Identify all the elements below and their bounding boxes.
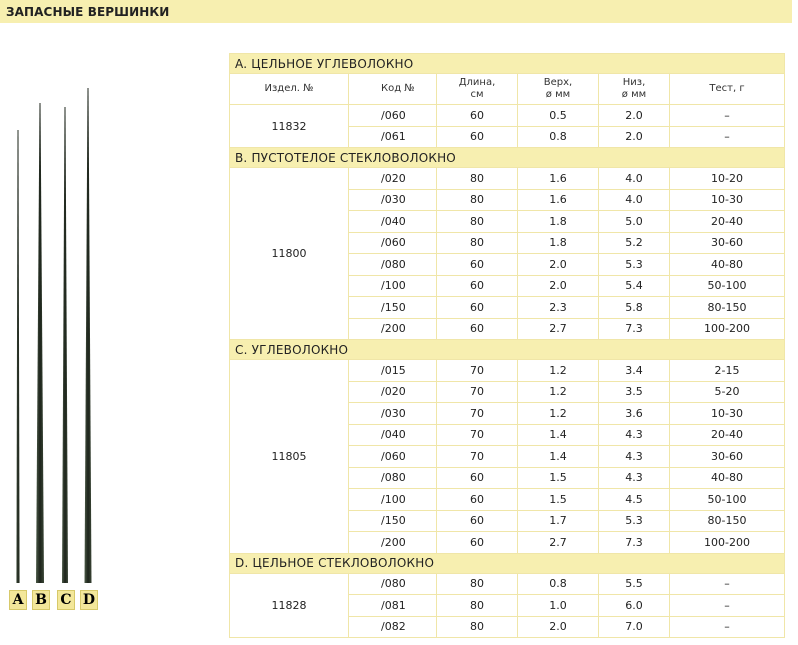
top-diameter-cell: 2.7 — [518, 532, 599, 554]
code-cell: /080 — [349, 467, 437, 489]
bottom-diameter-cell: 6.0 — [599, 595, 670, 617]
header-top-diameter — [518, 74, 599, 105]
section-title: B. ПУСТОТЕЛОЕ СТЕКЛОВОЛОКНО — [230, 148, 785, 168]
bottom-diameter-cell: 7.0 — [599, 616, 670, 638]
length-cell: 80 — [437, 595, 518, 617]
top-diameter-cell: 1.5 — [518, 489, 599, 511]
test-cell: 10-20 — [670, 168, 785, 190]
section-title: D. ЦЕЛЬНОЕ СТЕКЛОВОЛОКНО — [230, 553, 785, 573]
code-cell: /060 — [349, 446, 437, 468]
page-header-bar — [0, 0, 792, 23]
bottom-diameter-cell: 5.5 — [599, 573, 670, 595]
test-cell: 50-100 — [670, 275, 785, 297]
code-cell: /080 — [349, 254, 437, 276]
table-row — [230, 105, 785, 127]
header-top-diameter-unit: ø мм — [545, 89, 571, 100]
header-test: Тест, г — [670, 74, 785, 105]
test-cell: 40-80 — [670, 254, 785, 276]
top-diameter-cell: 0.8 — [518, 573, 599, 595]
bottom-diameter-cell: 7.3 — [599, 532, 670, 554]
table-row — [230, 573, 785, 595]
top-diameter-cell: 2.0 — [518, 275, 599, 297]
bottom-diameter-cell: 2.0 — [599, 126, 670, 148]
test-cell: 10-30 — [670, 403, 785, 425]
bottom-diameter-cell: 4.3 — [599, 424, 670, 446]
page-title: ЗАПАСНЫЕ ВЕРШИНКИ — [6, 5, 170, 19]
test-cell: – — [670, 595, 785, 617]
item-number: 11828 — [230, 573, 349, 638]
code-cell: /020 — [349, 168, 437, 190]
bottom-diameter-cell: 5.4 — [599, 275, 670, 297]
test-cell: 30-60 — [670, 232, 785, 254]
rod-label-d: D — [80, 590, 98, 610]
rod-label-a: A — [9, 590, 27, 610]
length-cell: 70 — [437, 424, 518, 446]
top-diameter-cell: 1.2 — [518, 381, 599, 403]
bottom-diameter-cell: 5.8 — [599, 297, 670, 319]
section-title: C. УГЛЕВОЛОКНО — [230, 340, 785, 360]
code-cell: /060 — [349, 232, 437, 254]
bottom-diameter-cell: 2.0 — [599, 105, 670, 127]
test-cell: 5-20 — [670, 381, 785, 403]
length-cell: 60 — [437, 126, 518, 148]
section-header — [230, 148, 785, 168]
code-cell: /060 — [349, 105, 437, 127]
test-cell: 20-40 — [670, 211, 785, 233]
code-cell: /040 — [349, 211, 437, 233]
top-diameter-cell: 0.5 — [518, 105, 599, 127]
length-cell: 80 — [437, 189, 518, 211]
top-diameter-cell: 1.8 — [518, 211, 599, 233]
code-cell: /100 — [349, 489, 437, 511]
code-cell: /080 — [349, 573, 437, 595]
top-diameter-cell: 2.0 — [518, 254, 599, 276]
length-cell: 70 — [437, 360, 518, 382]
length-cell: 60 — [437, 105, 518, 127]
rod-label-b: B — [32, 590, 50, 610]
header-length-unit: см — [470, 89, 484, 100]
rod-d — [85, 88, 92, 583]
length-cell: 60 — [437, 532, 518, 554]
test-cell: – — [670, 126, 785, 148]
bottom-diameter-cell: 4.5 — [599, 489, 670, 511]
length-cell: 60 — [437, 297, 518, 319]
top-diameter-cell: 0.8 — [518, 126, 599, 148]
length-cell: 60 — [437, 254, 518, 276]
top-diameter-cell: 2.0 — [518, 616, 599, 638]
bottom-diameter-cell: 4.3 — [599, 446, 670, 468]
top-diameter-cell: 1.6 — [518, 189, 599, 211]
table-row — [230, 360, 785, 382]
rod-label-c: C — [57, 590, 75, 610]
top-diameter-cell: 1.7 — [518, 510, 599, 532]
length-cell: 80 — [437, 211, 518, 233]
code-cell: /200 — [349, 318, 437, 340]
bottom-diameter-cell: 3.6 — [599, 403, 670, 425]
length-cell: 60 — [437, 489, 518, 511]
bottom-diameter-cell: 7.3 — [599, 318, 670, 340]
bottom-diameter-cell: 5.2 — [599, 232, 670, 254]
length-cell: 80 — [437, 232, 518, 254]
item-number: 11832 — [230, 105, 349, 148]
header-length-label: Длина, — [458, 77, 496, 88]
code-cell: /030 — [349, 189, 437, 211]
bottom-diameter-cell: 4.3 — [599, 467, 670, 489]
header-bottom-diameter-unit: ø мм — [621, 89, 647, 100]
top-diameter-cell: 1.4 — [518, 446, 599, 468]
test-cell: 80-150 — [670, 510, 785, 532]
code-cell: /082 — [349, 616, 437, 638]
length-cell: 60 — [437, 275, 518, 297]
section-header — [230, 553, 785, 573]
code-cell: /150 — [349, 297, 437, 319]
bottom-diameter-cell: 3.5 — [599, 381, 670, 403]
header-top-diameter-label: Верх, — [543, 77, 573, 88]
code-cell: /100 — [349, 275, 437, 297]
length-cell: 80 — [437, 573, 518, 595]
test-cell: – — [670, 105, 785, 127]
code-cell: /020 — [349, 381, 437, 403]
test-cell: 2-15 — [670, 360, 785, 382]
length-cell: 60 — [437, 318, 518, 340]
rod-tips-illustration — [0, 80, 110, 620]
test-cell: – — [670, 573, 785, 595]
length-cell: 70 — [437, 446, 518, 468]
test-cell: 100-200 — [670, 532, 785, 554]
test-cell: 40-80 — [670, 467, 785, 489]
specs-table — [229, 53, 785, 638]
bottom-diameter-cell: 5.3 — [599, 510, 670, 532]
length-cell: 60 — [437, 467, 518, 489]
test-cell: 20-40 — [670, 424, 785, 446]
code-cell: /081 — [349, 595, 437, 617]
bottom-diameter-cell: 4.0 — [599, 189, 670, 211]
test-cell: 10-30 — [670, 189, 785, 211]
header-item: Издел. № — [230, 74, 349, 105]
code-cell: /040 — [349, 424, 437, 446]
column-header-row — [230, 74, 785, 105]
item-number: 11800 — [230, 168, 349, 340]
test-cell: – — [670, 616, 785, 638]
rod-a — [16, 130, 19, 583]
top-diameter-cell: 1.2 — [518, 360, 599, 382]
code-cell: /150 — [349, 510, 437, 532]
item-number: 11805 — [230, 360, 349, 554]
test-cell: 100-200 — [670, 318, 785, 340]
header-length — [437, 74, 518, 105]
table-row — [230, 168, 785, 190]
length-cell: 70 — [437, 381, 518, 403]
length-cell: 70 — [437, 403, 518, 425]
bottom-diameter-cell: 5.3 — [599, 254, 670, 276]
bottom-diameter-cell: 3.4 — [599, 360, 670, 382]
bottom-diameter-cell: 5.0 — [599, 211, 670, 233]
length-cell: 60 — [437, 510, 518, 532]
section-header — [230, 340, 785, 360]
header-bottom-diameter-label: Низ, — [622, 77, 646, 88]
test-cell: 80-150 — [670, 297, 785, 319]
test-cell: 50-100 — [670, 489, 785, 511]
header-code: Код № — [349, 74, 437, 105]
top-diameter-cell: 1.8 — [518, 232, 599, 254]
top-diameter-cell: 2.3 — [518, 297, 599, 319]
section-header — [230, 54, 785, 74]
code-cell: /030 — [349, 403, 437, 425]
length-cell: 80 — [437, 168, 518, 190]
code-cell: /200 — [349, 532, 437, 554]
bottom-diameter-cell: 4.0 — [599, 168, 670, 190]
code-cell: /015 — [349, 360, 437, 382]
length-cell: 80 — [437, 616, 518, 638]
code-cell: /061 — [349, 126, 437, 148]
rod-c — [62, 107, 68, 583]
top-diameter-cell: 1.2 — [518, 403, 599, 425]
top-diameter-cell: 1.4 — [518, 424, 599, 446]
rod-b — [36, 103, 44, 583]
header-bottom-diameter — [599, 74, 670, 105]
top-diameter-cell: 2.7 — [518, 318, 599, 340]
test-cell: 30-60 — [670, 446, 785, 468]
top-diameter-cell: 1.5 — [518, 467, 599, 489]
top-diameter-cell: 1.6 — [518, 168, 599, 190]
section-title: A. ЦЕЛЬНОЕ УГЛЕВОЛОКНО — [230, 54, 785, 74]
top-diameter-cell: 1.0 — [518, 595, 599, 617]
